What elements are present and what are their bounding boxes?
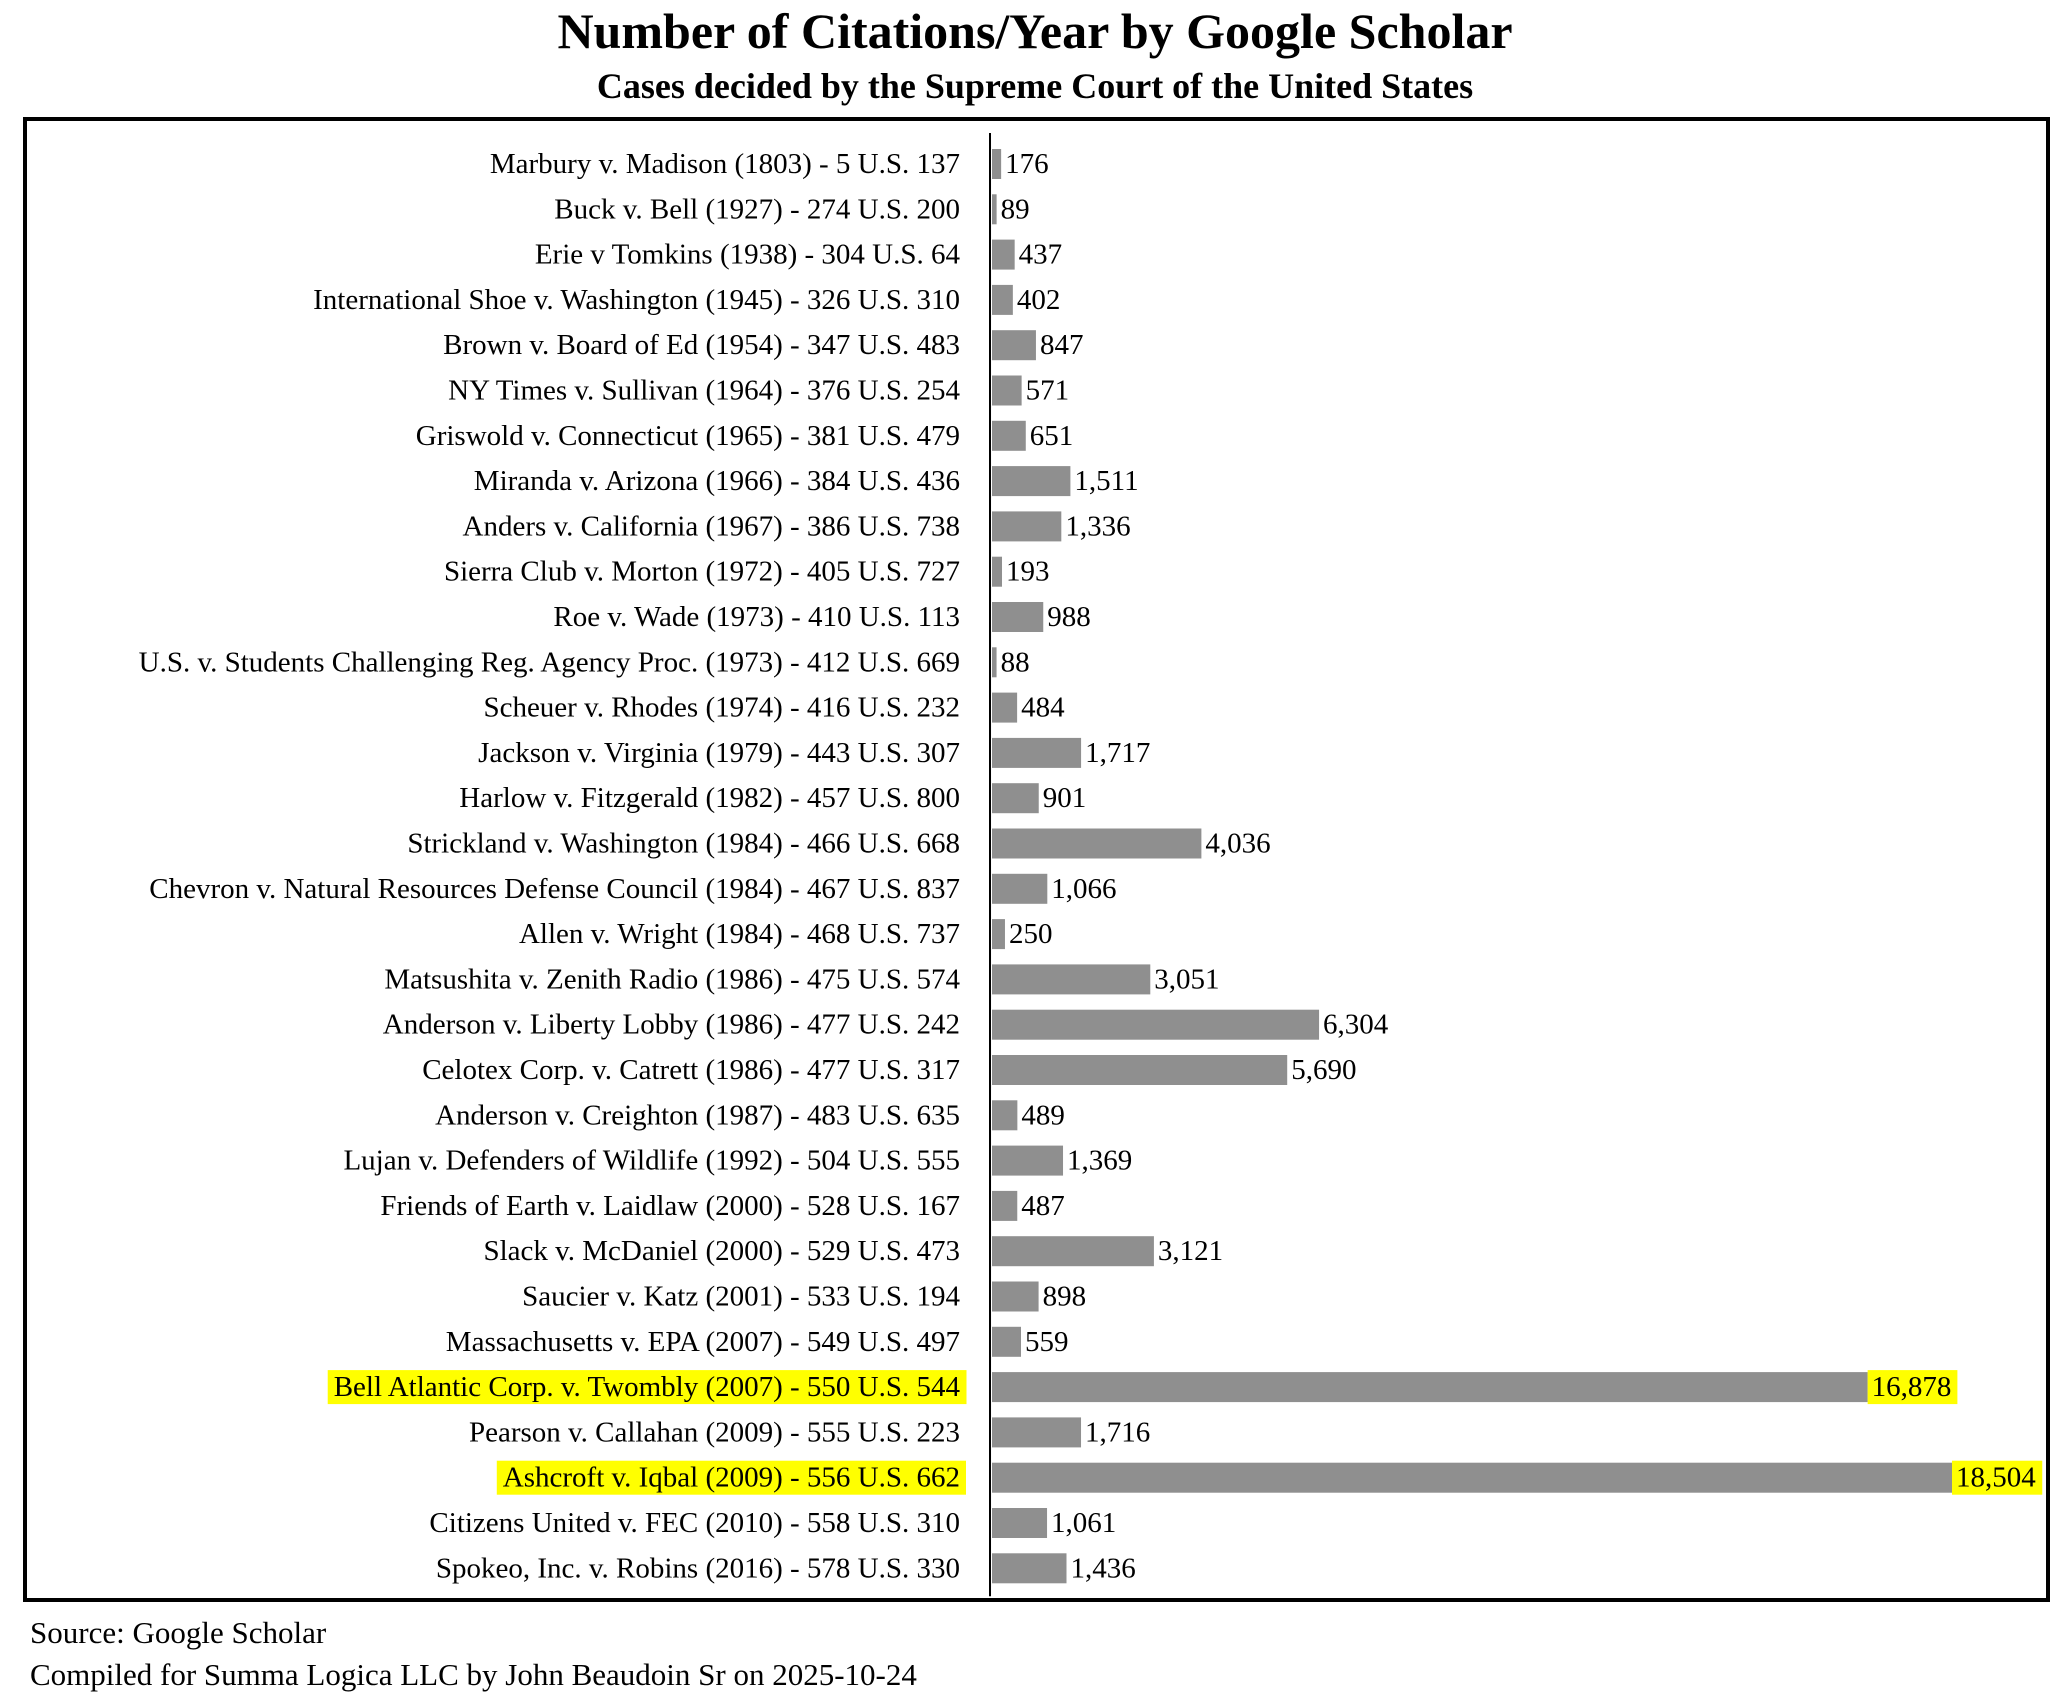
bar xyxy=(992,919,1005,949)
category-label: U.S. v. Students Challenging Reg. Agency Proc. (1973) - 412 U.S. 669 xyxy=(138,646,960,679)
value-label: 88 xyxy=(1000,646,1030,679)
category-label: Strickland v. Washington (1984) - 466 U.S. 668 xyxy=(407,827,960,860)
category-label: Chevron v. Natural Resources Defense Council (1984) - 467 U.S. 837 xyxy=(149,872,960,905)
value-label: 4,036 xyxy=(1205,827,1271,860)
bar xyxy=(992,783,1039,813)
source-note: Source: Google Scholar xyxy=(30,1615,327,1650)
bar xyxy=(992,1372,1868,1402)
value-label: 1,717 xyxy=(1085,736,1151,769)
category-label: Friends of Earth v. Laidlaw (2000) - 528 U.S. 167 xyxy=(380,1189,960,1222)
category-label: Griswold v. Connecticut (1965) - 381 U.S. 479 xyxy=(415,419,960,452)
category-label: Citizens United v. FEC (2010) - 558 U.S. 310 xyxy=(429,1507,960,1539)
bar xyxy=(992,964,1150,994)
bar xyxy=(992,1508,1047,1538)
category-label: Brown v. Board of Ed (1954) - 347 U.S. 483 xyxy=(443,329,960,362)
bar xyxy=(992,330,1036,360)
category-label: Slack v. McDaniel (2000) - 529 U.S. 473 xyxy=(483,1235,960,1268)
bar xyxy=(992,466,1070,496)
bar xyxy=(992,602,1043,632)
category-label: Pearson v. Callahan (2009) - 555 U.S. 223 xyxy=(468,1416,960,1449)
bar-chart xyxy=(27,121,2046,1598)
bar xyxy=(992,511,1061,541)
value-label: 250 xyxy=(1008,918,1053,951)
bar xyxy=(992,829,1201,859)
value-label: 1,716 xyxy=(1085,1416,1151,1449)
category-label: Scheuer v. Rhodes (1974) - 416 U.S. 232 xyxy=(483,691,960,724)
category-label: Anderson v. Liberty Lobby (1986) - 477 U.S. 242 xyxy=(382,1008,960,1041)
value-label: 651 xyxy=(1029,419,1074,452)
category-label: Marbury v. Madison (1803) - 5 U.S. 137 xyxy=(489,148,960,180)
bar xyxy=(992,1146,1063,1176)
value-label: 847 xyxy=(1039,329,1084,362)
value-label: 18,504 xyxy=(1956,1461,2036,1494)
value-label: 89 xyxy=(1000,193,1030,226)
value-label: 437 xyxy=(1018,238,1063,271)
bar xyxy=(992,738,1081,768)
bar xyxy=(992,421,1026,451)
value-label: 16,878 xyxy=(1871,1371,1952,1404)
bar xyxy=(992,647,997,677)
bar xyxy=(992,557,1002,587)
value-label: 487 xyxy=(1021,1189,1065,1222)
compiled-note: Compiled for Summa Logica LLC by John Beaudoin Sr on 2025-10-24 xyxy=(30,1657,917,1692)
bar xyxy=(992,1327,1021,1357)
category-label: Anderson v. Creighton (1987) - 483 U.S. 635 xyxy=(435,1099,960,1132)
chart-subtitle: Cases decided by the Supreme Court of the United States xyxy=(596,66,1474,106)
bar xyxy=(992,1055,1287,1085)
category-label: Lujan v. Defenders of Wildlife (1992) - 504 U.S. 555 xyxy=(343,1144,960,1177)
value-label: 1,436 xyxy=(1070,1552,1136,1585)
bar xyxy=(992,693,1017,723)
category-label: Jackson v. Virginia (1979) - 443 U.S. 307 xyxy=(478,736,960,769)
category-label: International Shoe v. Washington (1945) - 326 U.S. 310 xyxy=(313,283,960,316)
bar xyxy=(992,1463,1952,1493)
value-label: 1,369 xyxy=(1067,1144,1133,1177)
value-label: 1,066 xyxy=(1051,872,1117,905)
value-label: 1,061 xyxy=(1051,1507,1117,1539)
category-label: NY Times v. Sullivan (1964) - 376 U.S. 254 xyxy=(448,374,960,407)
value-label: 176 xyxy=(1005,148,1049,180)
category-label: Matsushita v. Zenith Radio (1986) - 475 U.S. 574 xyxy=(384,963,960,996)
bar xyxy=(992,874,1047,904)
chart-title: Number of Citations/Year by Google Scholar xyxy=(557,3,1513,59)
bar xyxy=(992,1417,1081,1447)
value-label: 3,051 xyxy=(1154,963,1220,996)
footer xyxy=(30,1612,917,1696)
bar xyxy=(992,1236,1154,1266)
value-label: 6,304 xyxy=(1323,1008,1389,1041)
value-label: 489 xyxy=(1021,1099,1065,1132)
bar xyxy=(992,149,1001,179)
bar xyxy=(992,1282,1039,1312)
value-label: 571 xyxy=(1025,374,1070,407)
bar xyxy=(992,376,1022,406)
value-label: 402 xyxy=(1016,283,1061,316)
chart-frame xyxy=(23,117,2050,1602)
bar xyxy=(992,1100,1017,1130)
value-label: 1,511 xyxy=(1074,465,1139,498)
value-label: 484 xyxy=(1021,691,1065,724)
bar xyxy=(992,285,1013,315)
value-label: 988 xyxy=(1047,601,1091,633)
category-label: Allen v. Wright (1984) - 468 U.S. 737 xyxy=(518,918,960,951)
value-label: 559 xyxy=(1025,1325,1069,1358)
value-label: 3,121 xyxy=(1157,1235,1224,1268)
category-label: Buck v. Bell (1927) - 274 U.S. 200 xyxy=(554,193,960,226)
category-label: Bell Atlantic Corp. v. Twombly (2007) - 550 U.S. 544 xyxy=(333,1371,960,1404)
category-label: Ashcroft v. Iqbal (2009) - 556 U.S. 662 xyxy=(502,1461,960,1494)
value-label: 5,690 xyxy=(1291,1054,1357,1086)
category-label: Erie v Tomkins (1938) - 304 U.S. 64 xyxy=(534,238,960,271)
bar xyxy=(992,194,997,224)
category-label: Sierra Club v. Morton (1972) - 405 U.S. 727 xyxy=(443,555,960,588)
bar xyxy=(992,1010,1319,1040)
bar xyxy=(992,1191,1017,1221)
bar xyxy=(992,240,1015,270)
category-label: Celotex Corp. v. Catrett (1986) - 477 U.S. 317 xyxy=(422,1054,960,1086)
category-label: Harlow v. Fitzgerald (1982) - 457 U.S. 800 xyxy=(459,782,960,815)
value-label: 193 xyxy=(1006,555,1050,588)
category-label: Saucier v. Katz (2001) - 533 U.S. 194 xyxy=(522,1280,960,1313)
value-label: 901 xyxy=(1042,782,1087,815)
category-label: Miranda v. Arizona (1966) - 384 U.S. 436 xyxy=(473,465,960,498)
bar xyxy=(992,1553,1067,1583)
value-label: 1,336 xyxy=(1065,510,1131,543)
category-label: Anders v. California (1967) - 386 U.S. 738 xyxy=(462,510,960,543)
category-label: Massachusetts v. EPA (2007) - 549 U.S. 497 xyxy=(445,1325,960,1358)
category-label: Roe v. Wade (1973) - 410 U.S. 113 xyxy=(553,601,960,633)
value-label: 898 xyxy=(1042,1280,1087,1313)
category-label: Spokeo, Inc. v. Robins (2016) - 578 U.S. 330 xyxy=(435,1552,960,1585)
